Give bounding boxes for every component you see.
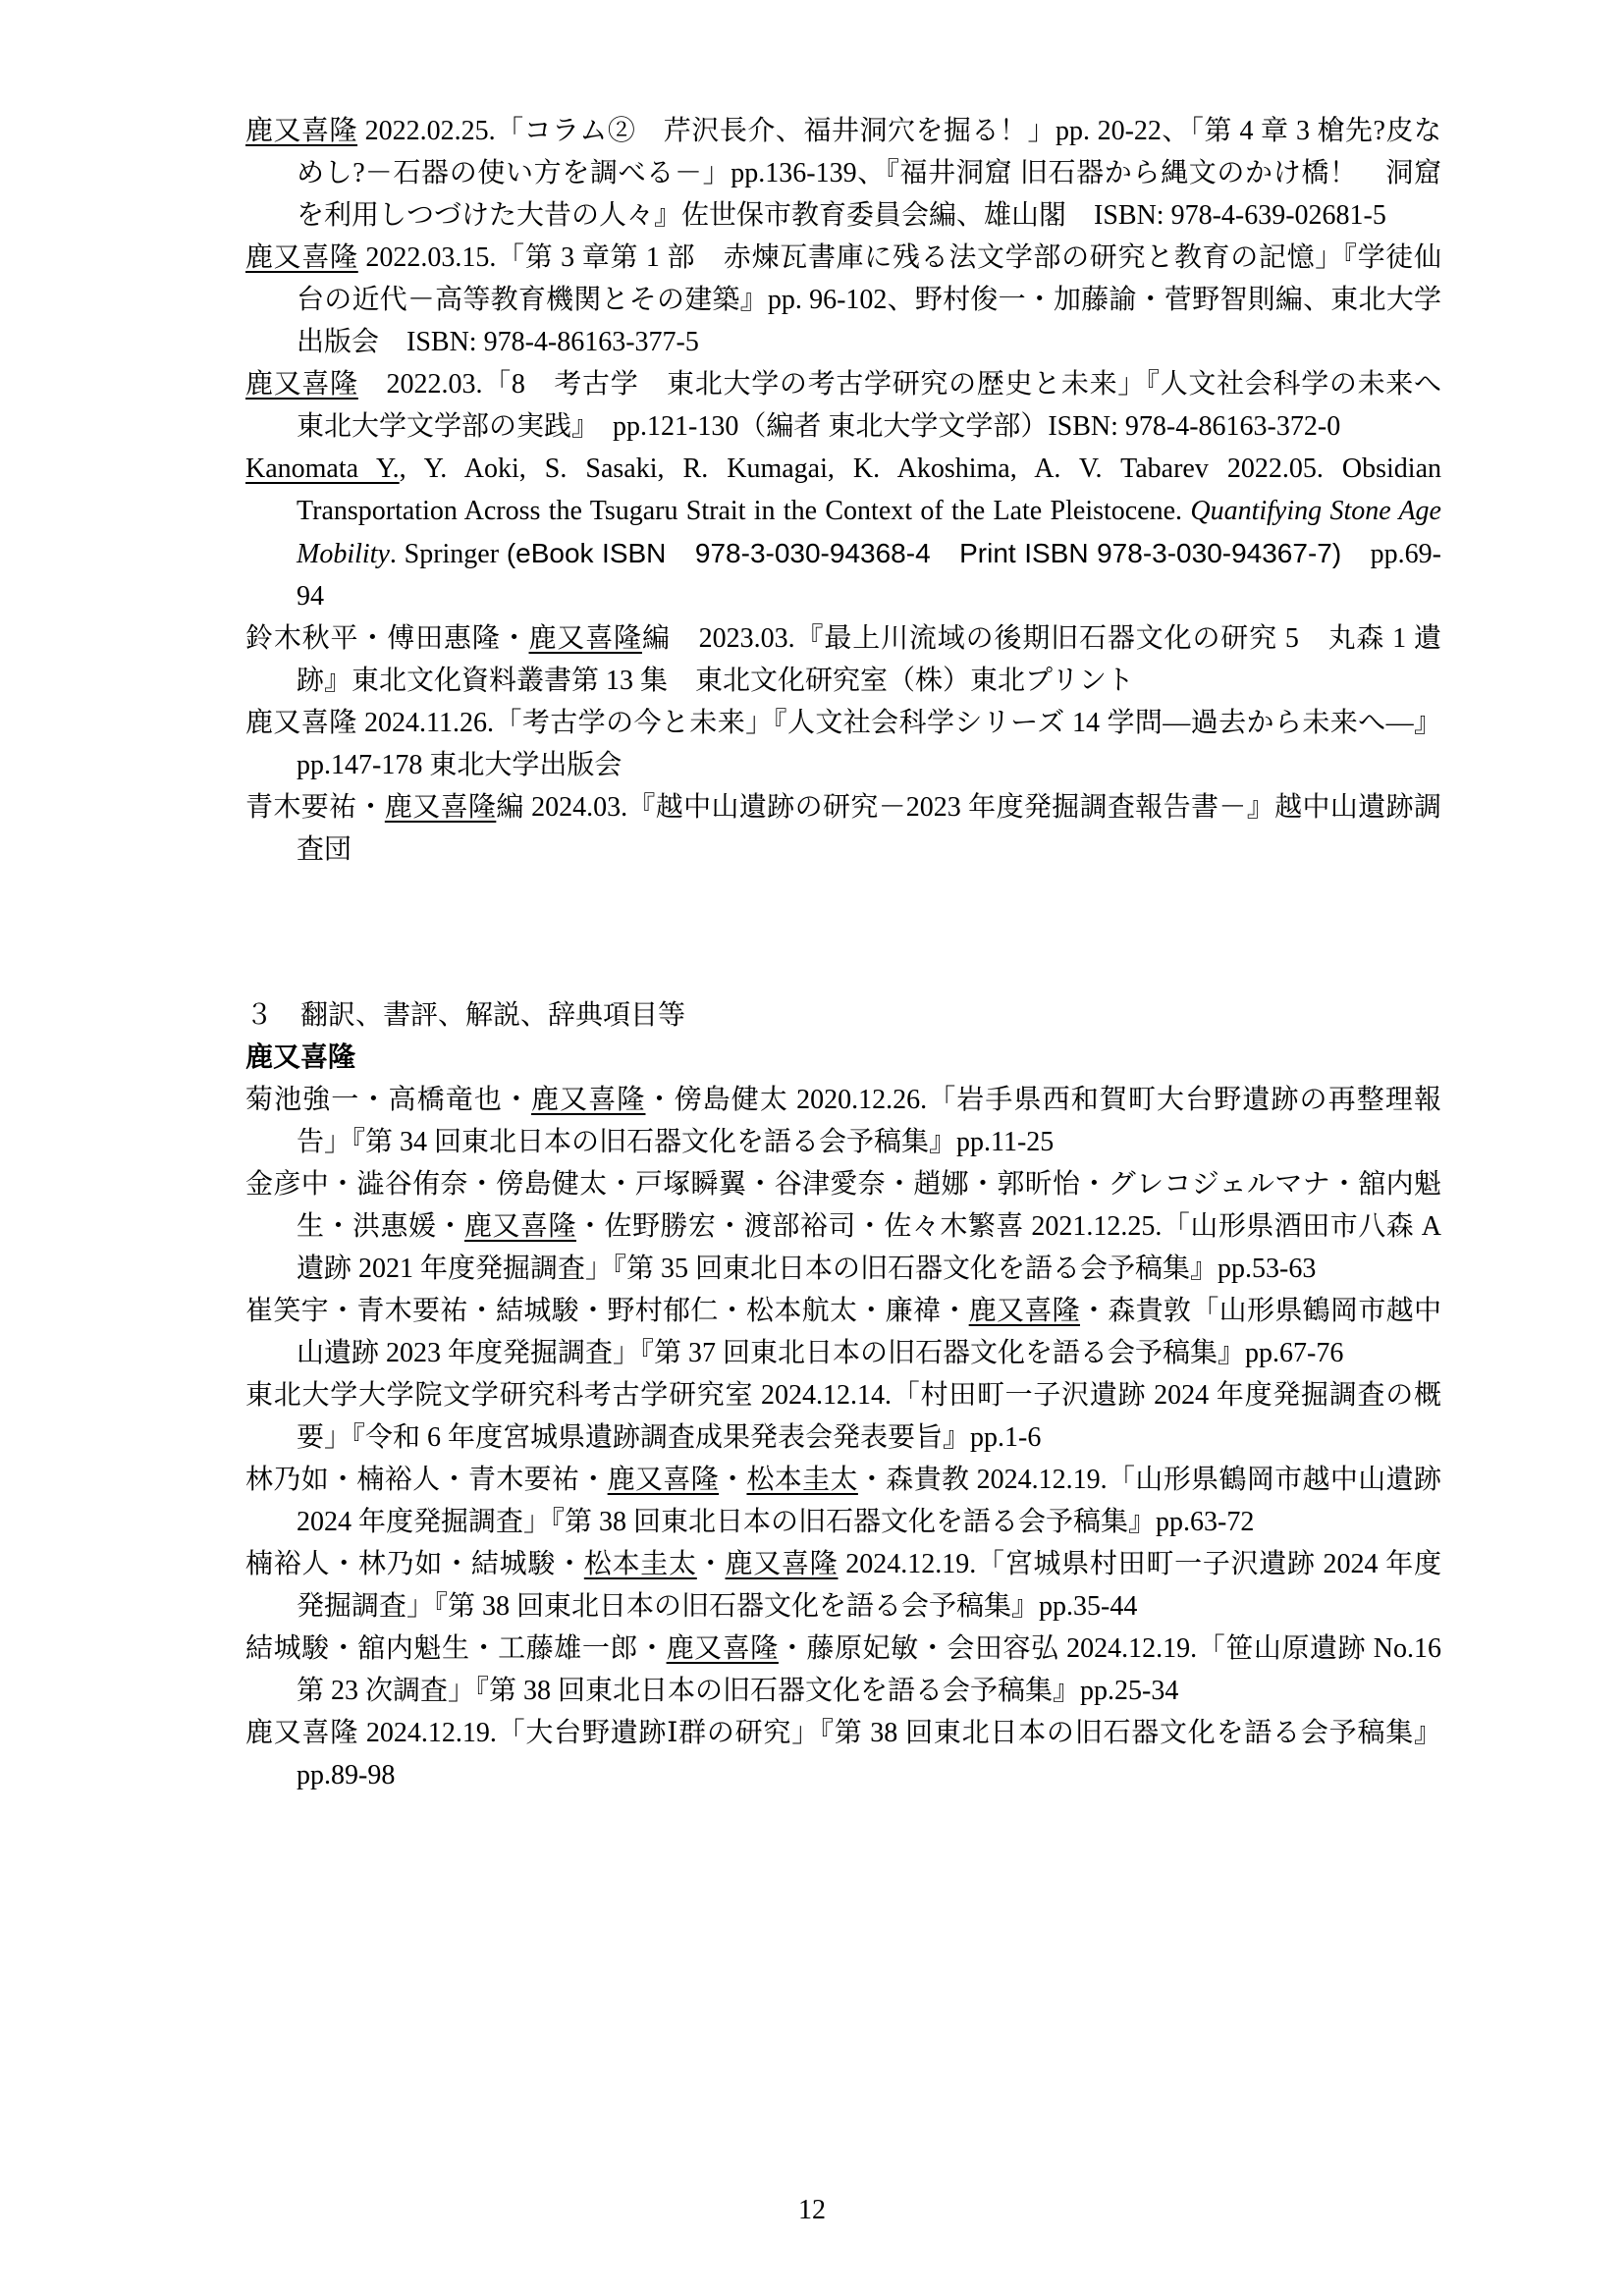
author-name-underlined: 鹿又喜隆 — [607, 1465, 720, 1495]
entry-text: 東北大学大学院文学研究科考古学研究室 2024.12.14.「村田町一子沢遺跡 2024 年度発掘調査の概要」『令和 6 年度宮城県遺跡調査成果発表会発表要旨』pp.1-6 — [245, 1380, 1441, 1453]
entry-text: , Y. Aoki, S. Sasaki, R. Kumagai, K. Akoshima, A. V. Tabarev 2022.05. Obsidian Transportation Across the Tsugaru Strait in the Context of the Late Pleistocene. — [297, 454, 1441, 526]
section-continuation-entries — [245, 110, 1470, 871]
author-name-underlined: 鹿又喜隆 — [666, 1633, 779, 1664]
bibliography-content — [245, 110, 1470, 1796]
entry-text: 崔笑宇・青木要祐・結城駿・野村郁仁・松本航太・廉禕・ — [245, 1296, 969, 1326]
author-name-underlined: 鹿又喜隆 — [725, 1549, 839, 1579]
author-name-underlined: 鹿又喜隆 — [528, 623, 642, 654]
bibliography-entry — [245, 110, 1441, 237]
bibliography-entry — [245, 1079, 1441, 1163]
entry-text: 菊池強一・高橋竜也・ — [245, 1085, 532, 1115]
section-3-heading: ３ 翻訳、書評、解説、辞典項目等 — [245, 1000, 686, 1031]
author-name-underlined: 鹿又喜隆 — [245, 242, 358, 273]
section-3-author-subheading: 鹿又喜隆 — [245, 1042, 356, 1073]
entry-text: (eBook ISBN 978-3-030-94368-4 Print ISBN 978-3-030-94367-7) — [506, 538, 1342, 568]
entry-text: 2022.02.25.「コラム② 芹沢長介、福井洞穴を掘る！」pp. 20-22、「第 4 章 3 槍先?皮なめし?－石器の使い方を調べる－」pp.136-139、『福井洞窟 旧石器から縄文のかけ橋！ 洞窟を利用しつづけた大昔の人々』佐世保市教育委員会編、雄山閣 ISBN: 978-4-639-02681-5 — [297, 116, 1441, 231]
author-name-underlined: 鹿又喜隆 — [463, 1211, 576, 1242]
author-name-underlined: 鹿又喜隆 — [245, 369, 358, 400]
bibliography-entry — [245, 617, 1441, 702]
entry-text: ・ — [696, 1549, 726, 1579]
entry-text: 楠裕人・林乃如・結城駿・ — [245, 1549, 584, 1579]
entry-text: Quantifying Stone Age Mobility — [297, 496, 1441, 569]
entry-text: 2024.12.19.「宮城県村田町一子沢遺跡 2024 年度発掘調査」『第 38 回東北日本の旧石器文化を語る会予稿集』pp.35-44 — [297, 1549, 1441, 1622]
entry-text: 2022.03.「8 考古学 東北大学の考古学研究の歴史と未来」『人文社会科学の未来へ 東北大学文学部の実践』 pp.121-130（編者 東北大学文学部）ISBN: 978-4-86163-372-0 — [297, 369, 1470, 442]
entry-text: ・佐野勝宏・渡部裕司・佐々木繁喜 2021.12.25.「山形県酒田市八森 A 遺跡 2021 年度発掘調査」『第 35 回東北日本の旧石器文化を語る会予稿集』pp.53-63 — [297, 1211, 1441, 1284]
bibliography-entry — [245, 1543, 1441, 1628]
entry-text: 林乃如・楠裕人・青木要祐・ — [245, 1465, 608, 1495]
bibliography-entry — [245, 702, 1441, 786]
bibliography-entry — [245, 786, 1441, 871]
bibliography-entry — [245, 1628, 1441, 1712]
bibliography-entry — [245, 1712, 1441, 1796]
entry-text: ・ — [719, 1465, 747, 1495]
entry-text: 鹿又喜隆 2024.11.26.「考古学の今と未来」『人文社会科学シリーズ 14 学問―過去から未来へ―』pp.147-178 東北大学出版会 — [245, 708, 1441, 780]
entry-text: 青木要祐・ — [245, 792, 385, 823]
bibliography-entry — [245, 237, 1441, 363]
entry-text: 編 2024.03.『越中山遺跡の研究－2023 年度発掘調査報告書－』越中山遺跡調査団 — [297, 792, 1441, 865]
author-name-underlined: 鹿又喜隆 — [384, 792, 497, 823]
bibliography-entry — [245, 363, 1470, 448]
author-name-underlined: 松本圭太 — [746, 1465, 858, 1495]
author-name-underlined: 鹿又喜隆 — [245, 116, 358, 146]
entry-text: . Springer — [389, 539, 507, 569]
entry-text: 2022.03.15.「第 3 章第 1 部 赤煉瓦書庫に残る法文学部の研究と教育の記憶」『学徒仙台の近代－高等教育機関とその建築』pp. 96-102、野村俊一・加藤諭・菅野智則編、東北大学出版会 ISBN: 978-4-86163-377-5 — [297, 242, 1441, 357]
author-name-underlined: 松本圭太 — [583, 1549, 697, 1579]
entry-text: 金彦中・澁谷侑奈・傍島健太・戸塚瞬翼・谷津愛奈・趙娜・郭昕怡・グレコジェルマナ・舘内魁生・洪惠媛・ — [245, 1169, 1441, 1242]
bibliography-entry — [245, 1374, 1441, 1459]
author-name-underlined: 鹿又喜隆 — [968, 1296, 1080, 1326]
bibliography-entry — [245, 1459, 1441, 1543]
bibliography-entry — [245, 448, 1441, 617]
section-3-entries — [245, 1079, 1441, 1796]
entry-text: pp.69-94 — [297, 539, 1441, 612]
entry-text: 結城駿・舘内魁生・工藤雄一郎・ — [245, 1633, 667, 1664]
bibliography-entry — [245, 1163, 1441, 1290]
entry-text: ・藤原妃敏・会田容弘 2024.12.19.「笹山原遺跡 No.16 第 23 次調査」『第 38 回東北日本の旧石器文化を語る会予稿集』pp.25-34 — [297, 1633, 1441, 1706]
entry-text: 鈴木秋平・傅田惠隆・ — [245, 623, 529, 654]
entry-text: 鹿又喜隆 2024.12.19.「大台野遺跡Ⅰ群の研究」『第 38 回東北日本の旧石器文化を語る会予稿集』pp.89-98 — [245, 1718, 1441, 1790]
entry-text: ・森貴教 2024.12.19.「山形県鶴岡市越中山遺跡 2024 年度発掘調査」『第 38 回東北日本の旧石器文化を語る会予稿集』pp.63-72 — [297, 1465, 1441, 1537]
page-number: 12 — [798, 2195, 826, 2225]
author-name-underlined: Kanomata Y. — [245, 454, 400, 484]
bibliography-entry — [245, 1290, 1441, 1374]
author-name-underlined: 鹿又喜隆 — [531, 1085, 646, 1115]
entry-text: ・傍島健太 2020.12.26.「岩手県西和賀町大台野遺跡の再整理報告」『第 34 回東北日本の旧石器文化を語る会予稿集』pp.11-25 — [297, 1085, 1441, 1157]
entry-text: 編 2023.03.『最上川流域の後期旧石器文化の研究 5 丸森 1 遺跡』東北文化資料叢書第 13 集 東北文化研究室（株）東北プリント — [297, 623, 1441, 696]
entry-text: ・森貴敦「山形県鶴岡市越中山遺跡 2023 年度発掘調査」『第 37 回東北日本の旧石器文化を語る会予稿集』pp.67-76 — [297, 1296, 1441, 1368]
